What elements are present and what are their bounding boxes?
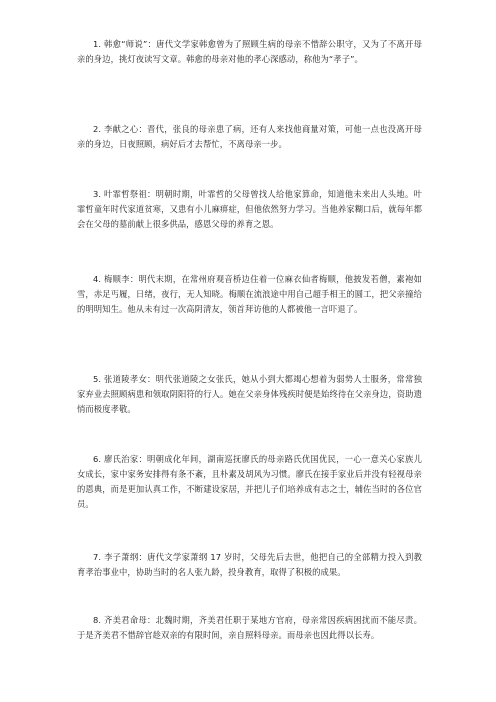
paragraph-8: [77, 613, 422, 643]
paragraph-8-text: 8. 齐美君命母：北魏时期，齐美君任职于某地方官府，母亲常因疾病困扰而不能尽责。于是齐美君不惜辞官趁双亲的有限时间，亲自照料母亲。而母亲也因此得以长寿。: [77, 615, 422, 640]
paragraph-1-text: 1. 韩愈“师说”：唐代文学家韩愈曾为了照顾生病的母亲不惜辞公职守，又为了不离开母亲的身边，挑灯夜读写文章。韩愈的母亲对他的孝心深感动，称他为“孝子”。: [77, 39, 422, 64]
paragraph-1: [77, 37, 422, 67]
paragraph-2: [77, 122, 422, 152]
paragraph-5: [77, 372, 422, 417]
paragraph-2-text: 2. 李献之心：晋代，张良的母亲患了病，还有人来找他商量对策，可他一点也没离开母亲的身边，日夜照顾，病好后才去帮忙，不离母亲一步。: [77, 124, 422, 149]
paragraph-4-text: 4. 梅顺李：明代末期，在常州府观音桥边住着一位麻衣仙者梅顺，他披发若僧，素袍如雪，赤足丐履，日绪，夜行，无人知晓。梅顺在流浪途中用自己超手相王的圆工，把父亲撞给的明明知生。他从未有过一次高阴清友，领首拜访他的人都被他一言吓退了。: [77, 274, 422, 314]
paragraph-7-text: 7. 李子萧纲：唐代文学家萧纲 17 岁时，父母先后去世，他把自己的全部精力投入到教育孝治事业中，协助当时的名人张九龄，投身教育，取得了积极的成果。: [77, 552, 422, 577]
paragraph-6-text: 6. 廖氏治家：明朝成化年间，湖南巡抚廖氏的母亲路氏优国优民，一心一意关心家族儿女成长，家中家务安排得有条不紊，且朴素及胡风为习惯。廖氏在接手家业后并没有轻视母亲的恩典，而是更加认真工作，不断建设家居，并把儿子们培养成有志之士，辅佐当时的各位官员。: [77, 454, 422, 509]
paragraph-4: [77, 272, 422, 317]
paragraph-6: [77, 452, 422, 512]
paragraph-3-text: 3. 叶霏哲祭祖：明朝时期，叶霏哲的父母曾找人给他家算命，知道他未来出人头地。叶霏哲童年时代家道贫寒，又患有小儿麻痹症，但他依然努力学习。当他养家糊口后，就每年都会在父母的墓前献上很多供品，感恩父母的养育之恩。: [77, 189, 422, 229]
paragraph-7: [77, 550, 422, 580]
paragraph-3: [77, 187, 422, 232]
paragraph-5-text: 5. 张道陵孝女：明代张道陵之女张氏，她从小到大都竭心想着为弱势人士服务，常常独家弃业去照顾病患和领取阴阳符的行人。她在父亲身体残疾时便是始终待在父亲身边，资助遗悄而极度孝敬。: [77, 374, 422, 414]
